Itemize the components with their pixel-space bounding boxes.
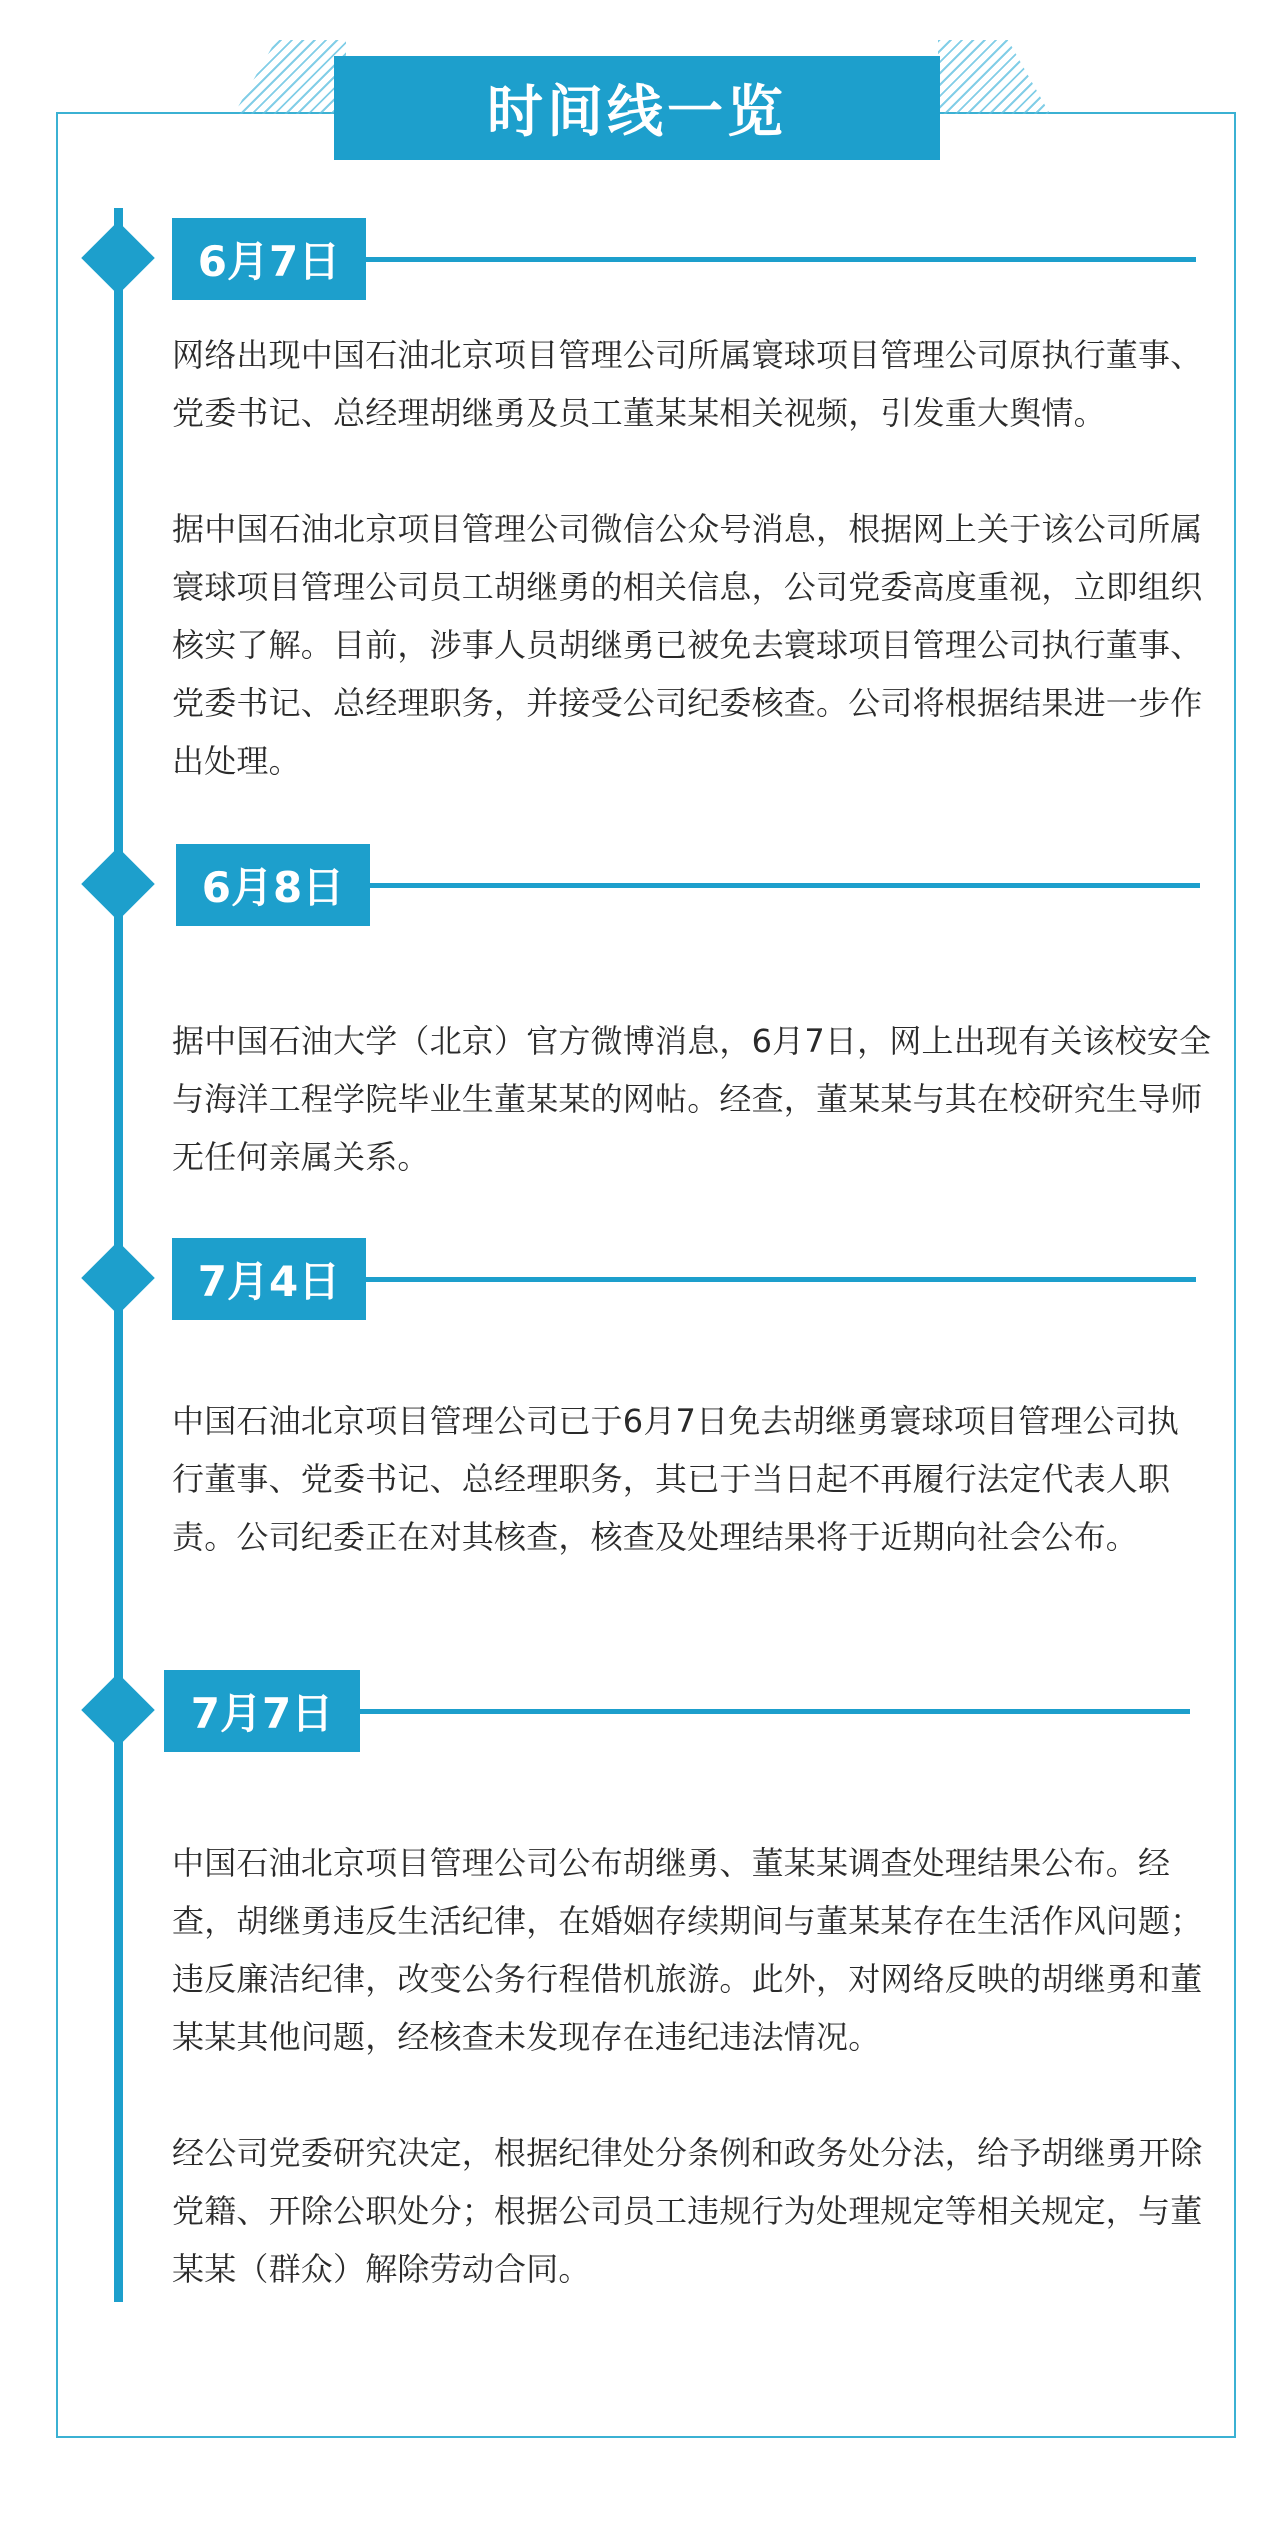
date-label: 7月4日 bbox=[197, 1257, 341, 1306]
date-tag bbox=[172, 1238, 366, 1320]
date-label: 6月8日 bbox=[201, 863, 345, 912]
date-rule bbox=[370, 883, 1200, 888]
timeline-paragraph: 网络出现中国石油北京项目管理公司所属寰球项目管理公司原执行董事、党委书记、总经理胡继勇及员工董某某相关视频，引发重大舆情。 bbox=[172, 336, 1203, 432]
title-decoration-right bbox=[938, 40, 1050, 114]
page-title-banner bbox=[334, 56, 940, 160]
timeline-paragraph: 中国石油北京项目管理公司公布胡继勇、董某某调查处理结果公布。经查，胡继勇违反生活纪律，在婚姻存续期间与董某某存在生活作风问题；违反廉洁纪律，改变公务行程借机旅游。此外，对网络反映的胡继勇和董某某其他问题，经核查未发现存在违纪违法情况。 bbox=[172, 1844, 1203, 2056]
timeline-paragraph: 中国石油北京项目管理公司已于6月7日免去胡继勇寰球项目管理公司执行董事、党委书记、总经理职务，其已于当日起不再履行法定代表人职责。公司纪委正在对其核查，核查及处理结果将于近期向社会公布。 bbox=[172, 1402, 1180, 1556]
date-tag bbox=[172, 218, 366, 300]
date-label: 7月7日 bbox=[190, 1689, 334, 1738]
date-rule bbox=[366, 257, 1196, 262]
date-tag bbox=[176, 844, 370, 926]
date-label: 6月7日 bbox=[197, 237, 341, 286]
page-title: 时间线一览 bbox=[487, 80, 787, 145]
title-decoration-left bbox=[234, 40, 346, 114]
timeline-paragraph: 据中国石油北京项目管理公司微信公众号消息，根据网上关于该公司所属寰球项目管理公司员工胡继勇的相关信息，公司党委高度重视，立即组织核实了解。目前，涉事人员胡继勇已被免去寰球项目管理公司执行董事、党委书记、总经理职务，并接受公司纪委核查。公司将根据结果进一步作出处理。 bbox=[172, 510, 1203, 780]
timeline-paragraph: 据中国石油大学（北京）官方微博消息，6月7日，网上出现有关该校安全与海洋工程学院毕业生董某某的网帖。经查，董某某与其在校研究生导师无任何亲属关系。 bbox=[172, 1022, 1212, 1176]
date-tag bbox=[164, 1670, 360, 1752]
date-rule bbox=[360, 1709, 1190, 1714]
timeline-paragraph: 经公司党委研究决定，根据纪律处分条例和政务处分法，给予胡继勇开除党籍、开除公职处分；根据公司员工违规行为处理规定等相关规定，与董某某（群众）解除劳动合同。 bbox=[172, 2134, 1203, 2288]
date-rule bbox=[366, 1277, 1196, 1282]
